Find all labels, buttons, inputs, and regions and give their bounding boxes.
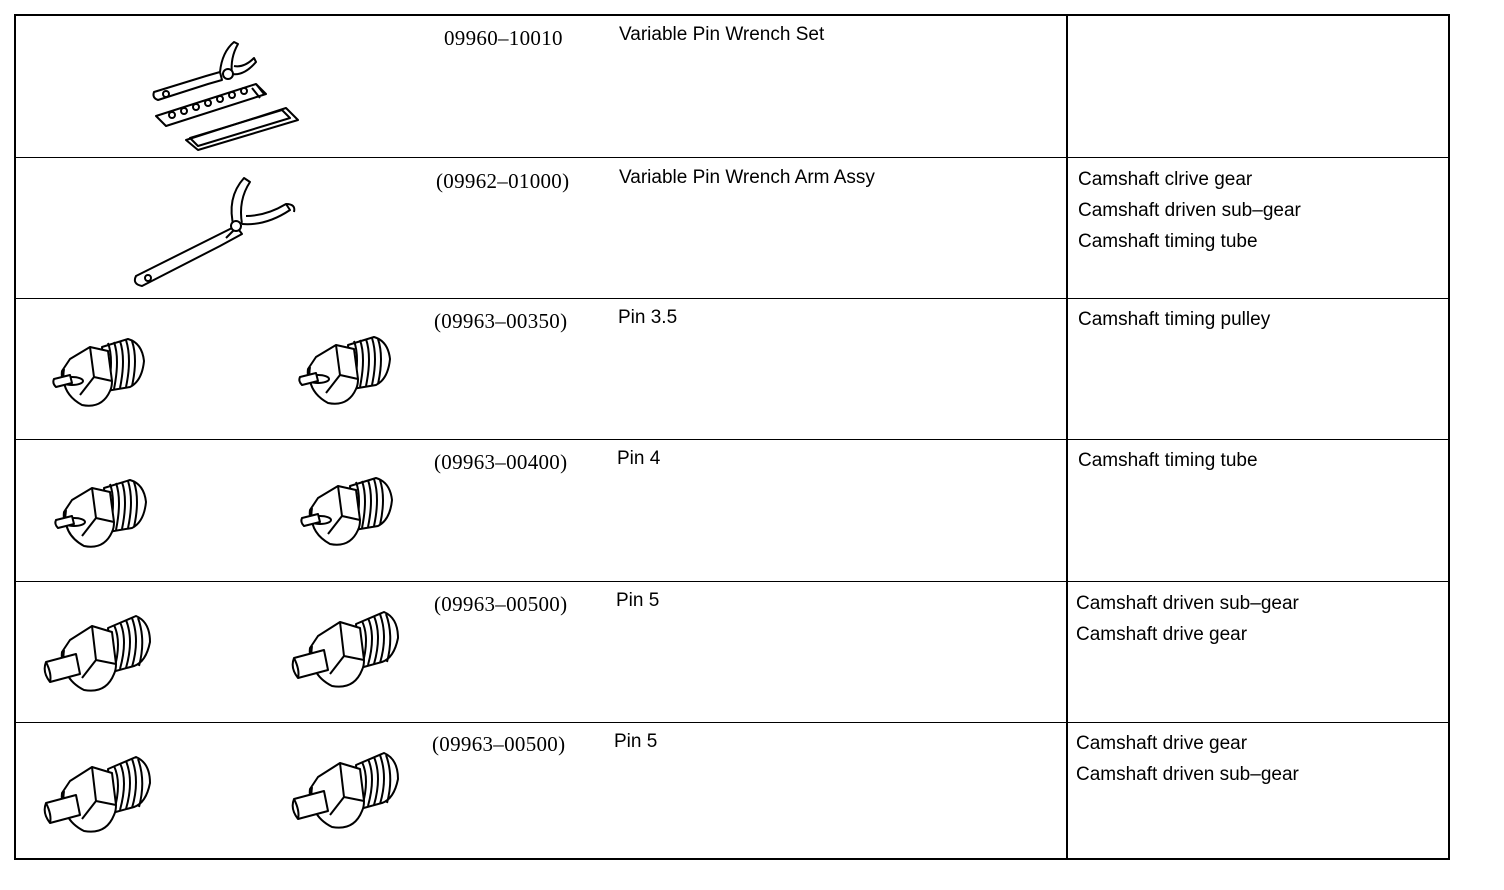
pin-icon bbox=[298, 468, 398, 552]
pin-icon bbox=[42, 751, 154, 837]
table-row bbox=[16, 158, 1448, 299]
table-row bbox=[16, 440, 1448, 582]
column-divider bbox=[1066, 723, 1068, 858]
usage-item: Camshaft driven sub–gear bbox=[1078, 200, 1301, 221]
special-service-tools-table bbox=[14, 14, 1450, 860]
pin-icon bbox=[42, 610, 154, 696]
part-number: 09960–10010 bbox=[444, 26, 563, 50]
pin-illustration bbox=[16, 582, 416, 722]
variable-pin-wrench-set-illustration bbox=[16, 16, 416, 157]
usage-item: Camshaft timing pulley bbox=[1078, 309, 1271, 330]
part-number: (09963–00500) bbox=[432, 732, 566, 756]
part-number: (09962–01000) bbox=[436, 169, 570, 193]
part-number: (09963–00400) bbox=[434, 450, 568, 474]
wrench-arm-illustration bbox=[16, 158, 416, 298]
part-number: (09963–00350) bbox=[434, 309, 568, 333]
part-name: Variable Pin Wrench Set bbox=[619, 24, 825, 45]
pin-illustration bbox=[16, 299, 416, 439]
pin-icon bbox=[52, 470, 152, 554]
pin-icon bbox=[290, 747, 402, 833]
usage-item: Camshaft clrive gear bbox=[1078, 169, 1253, 190]
column-divider bbox=[1066, 158, 1068, 298]
part-number: (09963–00500) bbox=[434, 592, 568, 616]
usage-item: Camshaft timing tube bbox=[1078, 231, 1258, 252]
usage-list bbox=[1078, 304, 1270, 335]
part-name: Pin 3.5 bbox=[618, 307, 678, 328]
pin-icon bbox=[50, 329, 150, 413]
wrench-set-icon bbox=[136, 22, 336, 152]
usage-item: Camshaft timing tube bbox=[1078, 450, 1258, 471]
usage-item: Camshaft driven sub–gear bbox=[1076, 764, 1299, 785]
pin-icon bbox=[296, 327, 396, 411]
column-divider bbox=[1066, 440, 1068, 581]
part-name: Pin 5 bbox=[614, 731, 658, 752]
part-name: Variable Pin Wrench Arm Assy bbox=[619, 167, 875, 188]
usage-item: Camshaft driven sub–gear bbox=[1076, 593, 1299, 614]
usage-list bbox=[1076, 728, 1299, 790]
usage-list bbox=[1078, 164, 1301, 257]
pin-illustration bbox=[16, 723, 416, 858]
column-divider bbox=[1066, 299, 1068, 439]
table-row bbox=[16, 16, 1448, 158]
part-name: Pin 5 bbox=[616, 590, 660, 611]
column-divider bbox=[1066, 16, 1068, 157]
usage-list bbox=[1076, 588, 1299, 650]
column-divider bbox=[1066, 582, 1068, 722]
usage-item: Camshaft drive gear bbox=[1076, 733, 1248, 754]
table-row bbox=[16, 723, 1448, 858]
table-row bbox=[16, 299, 1448, 440]
part-name: Pin 4 bbox=[617, 448, 661, 469]
usage-list bbox=[1078, 445, 1258, 476]
usage-item: Camshaft drive gear bbox=[1076, 624, 1248, 645]
pin-icon bbox=[290, 606, 402, 692]
wrench-arm-icon bbox=[126, 168, 326, 288]
table-row bbox=[16, 582, 1448, 723]
pin-illustration bbox=[16, 440, 416, 581]
